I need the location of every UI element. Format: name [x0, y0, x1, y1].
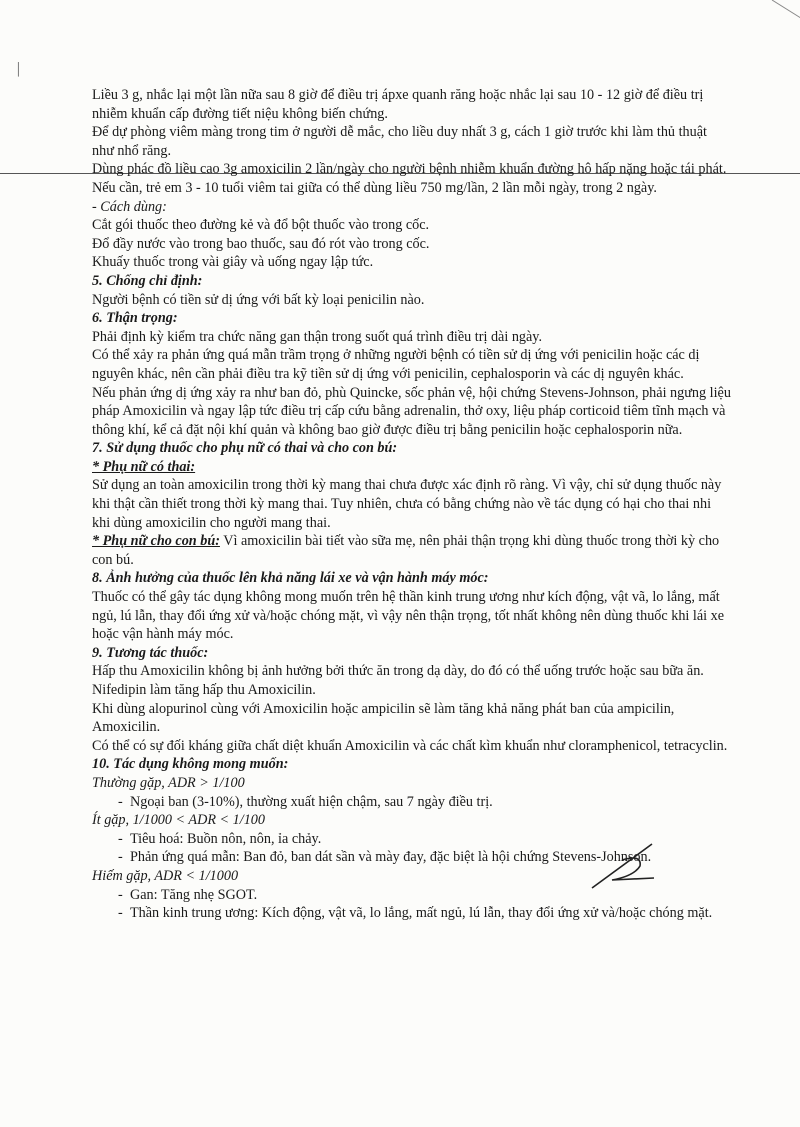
- bullet-dash: -: [118, 886, 123, 903]
- list-item: [92, 793, 732, 812]
- breastfeeding-text: Vì amoxicilin bài tiết vào sữa mẹ, nên phải thận trọng khi dùng thuốc trong thời kỳ cho con bú.: [92, 533, 720, 568]
- section-5-text: Người bệnh có tiền sử dị ứng với bất kỳ loại penicilin nào.: [92, 291, 425, 308]
- edge-mark: │: [14, 62, 23, 76]
- dosage-paragraph-3: Dùng phác đồ liều cao 3g amoxicilin 2 lần/ngày cho người bệnh nhiễm khuẩn đường hô hấp nặng hoặc tái phát.: [92, 161, 727, 178]
- document-page: [92, 86, 732, 923]
- common-effects-subheading: Thường gặp, ADR > 1/100: [92, 774, 245, 791]
- usage-subheading: - Cách dùng:: [92, 198, 167, 215]
- section-8-heading: 8. Ảnh hưởng của thuốc lên khả năng lái xe và vận hành máy móc:: [92, 570, 489, 587]
- section-6-heading: 6. Thận trọng:: [92, 310, 178, 327]
- page-corner-mark: [768, 0, 800, 24]
- section-8-text: Thuốc có thể gây tác dụng không mong muốn trên hệ thần kinh trung ương như kích động, vật vã, lo lắng, mất ngủ, lú lẫn, thay đổi ứng xử và/hoặc chóng mặt, vì vậy nên thận trọng, tốt nhất không nên dùng thuốc khi lái xe hoặc vận hành máy móc.: [92, 589, 725, 643]
- uncommon-effects-subheading: Ít gặp, 1/1000 < ADR < 1/100: [92, 812, 265, 829]
- bullet-dash: -: [118, 905, 123, 922]
- pregnancy-text: Sử dụng an toàn amoxicilin trong thời kỳ mang thai chưa được xác định rõ ràng. Vì vậy, chỉ sử dụng thuốc này khi thật cần thiết trong thời kỳ mang thai. Tuy nhiên, chưa có bằng chứng nào về tác dụng có hại cho thai nhi khi dùng amoxicilin cho người mang thai.: [92, 477, 722, 531]
- section-6-text-2: Có thể xảy ra phản ứng quá mẫn trầm trọng ở những người bệnh có tiền sử dị ứng với penicilin hoặc các dị nguyên khác, nên cần phải điều tra kỹ tiền sử dị ứng với penicilin, cephalosporin và các dị nguyên khác.: [92, 347, 700, 382]
- section-9-text-4: Có thể có sự đối kháng giữa chất diệt khuẩn Amoxicilin và các chất kìm khuẩn như cloramphenicol, tetracyclin.: [92, 737, 728, 754]
- section-6-text-1: Phải định kỳ kiểm tra chức năng gan thận trong suốt quá trình điều trị dài ngày.: [92, 328, 543, 345]
- bullet-dash: -: [118, 830, 123, 847]
- section-9-heading: 9. Tương tác thuốc:: [92, 644, 209, 661]
- usage-step-1: Cắt gói thuốc theo đường kẻ và đổ bột thuốc vào trong cốc.: [92, 217, 430, 234]
- breastfeeding-subheading: * Phụ nữ cho con bú:: [92, 533, 220, 550]
- section-5-heading: 5. Chống chỉ định:: [92, 272, 203, 289]
- section-9-text-1: Hấp thu Amoxicilin không bị ảnh hưởng bởi thức ăn trong dạ dày, do đó có thể uống trước hoặc sau bữa ăn.: [92, 663, 704, 680]
- section-9-text-3: Khi dùng alopurinol cùng với Amoxicilin hoặc ampicilin sẽ làm tăng khả năng phát ban của ampicilin, Amoxicilin.: [92, 700, 675, 736]
- list-item-text: Thần kinh trung ương: Kích động, vật vã, lo lắng, mất ngủ, lú lẫn, thay đổi ứng xử và/hoặc chóng mặt.: [130, 905, 713, 922]
- section-6-text-3: Nếu phản ứng dị ứng xảy ra như ban đỏ, phù Quincke, sốc phản vệ, hội chứng Stevens-Johnson, phải ngưng liệu pháp Amoxicilin và ngay lập tức điều trị cấp cứu bằng adrenalin, thở oxy, liệu pháp corticoid tiêm tĩnh mạch và thông khí, kể cả đặt nội khí quản và không bao giờ được điều trị bằng penicilin hoặc cephalosporin nữa.: [92, 384, 731, 438]
- pregnancy-subheading: * Phụ nữ có thai:: [92, 458, 196, 475]
- list-item: [92, 904, 732, 923]
- rare-effects-subheading: Hiếm gặp, ADR < 1/1000: [92, 867, 239, 884]
- section-10-heading: 10. Tác dụng không mong muốn:: [92, 756, 289, 773]
- list-item-text: Tiêu hoá: Buồn nôn, nôn, ỉa chảy.: [130, 830, 322, 847]
- bullet-dash: -: [118, 793, 123, 810]
- dosage-paragraph-1: Liều 3 g, nhắc lại một lần nữa sau 8 giờ để điều trị ápxe quanh răng hoặc nhắc lại sau 10 - 12 giờ để điều trị nhiễm khuẩn cấp đường tiết niệu không biến chứng.: [92, 87, 704, 122]
- list-item-text: Gan: Tăng nhẹ SGOT.: [130, 886, 258, 903]
- dosage-paragraph-2: Để dự phòng viêm màng trong tim ở người dễ mắc, cho liều duy nhất 3 g, cách 1 giờ trước khi làm thủ thuật như nhổ răng.: [92, 124, 707, 159]
- signature-mark: [582, 836, 672, 896]
- bullet-dash: -: [118, 849, 123, 866]
- usage-step-2: Đổ đầy nước vào trong bao thuốc, sau đó rót vào trong cốc.: [92, 235, 430, 252]
- list-item-text: Phản ứng quá mẫn: Ban đỏ, ban dát sần và mày đay, đặc biệt là hội chứng Stevens-Johnson.: [130, 849, 652, 866]
- breastfeeding-paragraph: [92, 532, 732, 569]
- usage-step-3: Khuấy thuốc trong vài giây và uống ngay lập tức.: [92, 254, 374, 271]
- dosage-paragraph-4: Nếu cần, trẻ em 3 - 10 tuổi viêm tai giữa có thể dùng liều 750 mg/lần, 2 lần mỗi ngày, trong 2 ngày.: [92, 179, 657, 196]
- section-9-text-2: Nifedipin làm tăng hấp thu Amoxicilin.: [92, 682, 316, 698]
- section-7-heading: 7. Sử dụng thuốc cho phụ nữ có thai và cho con bú:: [92, 440, 398, 457]
- list-item-text: Ngoại ban (3-10%), thường xuất hiện chậm, sau 7 ngày điều trị.: [130, 793, 493, 810]
